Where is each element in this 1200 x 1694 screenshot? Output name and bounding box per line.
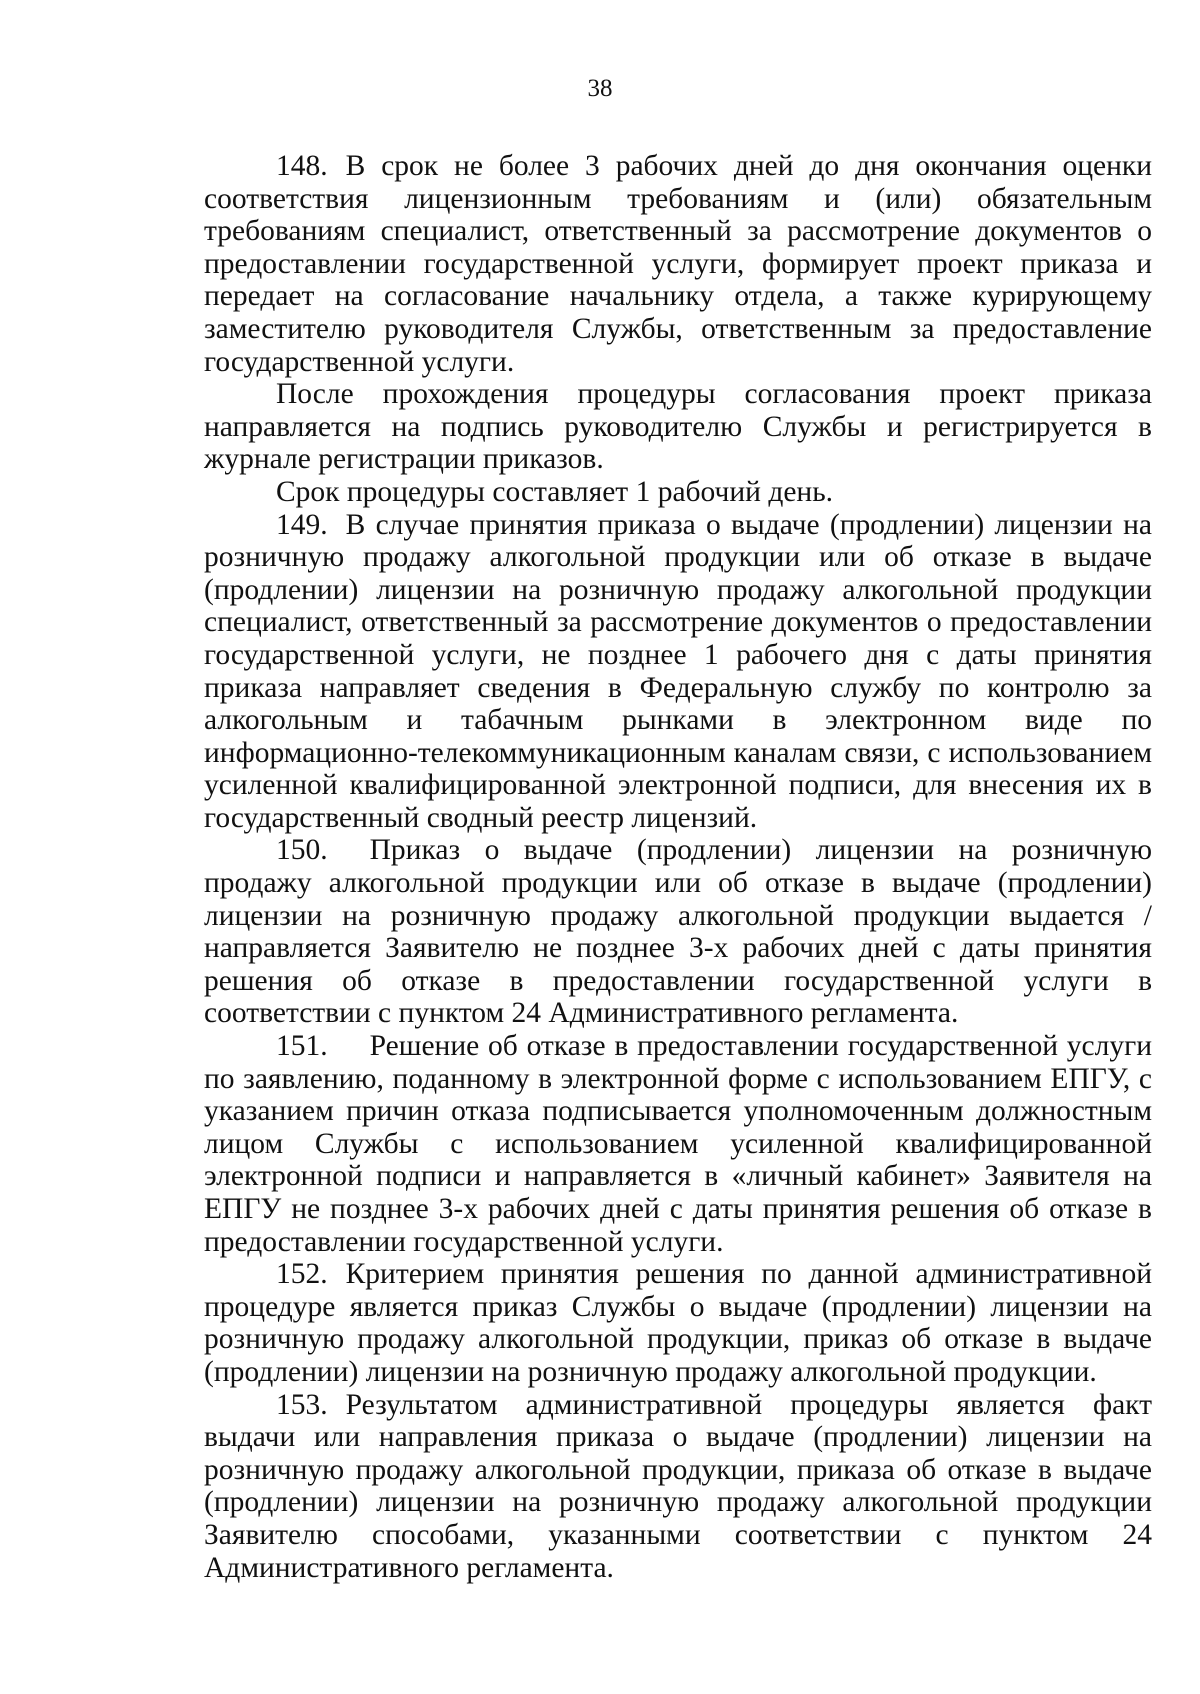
document-body [204, 150, 1152, 1584]
paragraph-148-term [204, 476, 1152, 509]
paragraph-text: Приказ о выдаче (продлении) лицензии на розничную продажу алкогольной продукции или об отказе в выдаче (продлении) лицензии на розничную продажу алкогольной продукции выдается / направляется Заявителю не позднее 3-х рабочих дней с даты принятия решения об отказе в предоставлении государственной услуги в соответствии с пунктом 24 Административного регламента. [204, 834, 1152, 1030]
paragraph-number: 150. [276, 834, 328, 867]
paragraph-number: 148. [276, 150, 328, 182]
paragraph-153 [204, 1389, 1152, 1585]
paragraph-152 [204, 1258, 1152, 1388]
paragraph-148-approval [204, 378, 1152, 476]
paragraph-number: 151. [276, 1030, 328, 1063]
paragraph-text: После прохождения процедуры согласования проект приказа направляется на подпись руководителю Службы и регистрируется в журнале регистрации приказов. [204, 378, 1152, 476]
paragraph-number: 152. [276, 1258, 328, 1291]
page-number: 38 [587, 75, 613, 102]
paragraph-text: В случае принятия приказа о выдаче (продлении) лицензии на розничную продажу алкогольной продукции или об отказе в выдаче (продлении) лицензии на розничную продажу алкогольной продукции специалист, ответственный за рассмотрение документов о предоставлении государственной услуги, не позднее 1 рабочего дня с даты принятия приказа направляет сведения в Федеральную службу по контролю за алкогольным и табачным рынками в электронном виде по информационно-телекоммуникационным каналам связи, с использованием усиленной квалифицированной электронной подписи, для внесения их в государственный сводный реестр лицензий. [204, 508, 1152, 834]
paragraph-text: В срок не более 3 рабочих дней до дня окончания оценки соответствия лицензионным требованиям и (или) обязательным требованиям специалист, ответственный за рассмотрение документов о предоставлении государственной услуги, формирует проект приказа и передает на согласование начальнику отдела, а также курирующему заместителю руководителя Службы, ответственным за предоставление государственной услуги. [204, 150, 1152, 378]
paragraph-150 [204, 834, 1152, 1030]
paragraph-text: Критерием принятия решения по данной административной процедуре является приказ Службы о выдаче (продлении) лицензии на розничную продажу алкогольной продукции, приказ об отказе в выдаче (продлении) лицензии на розничную продажу алкогольной продукции. [204, 1258, 1152, 1388]
paragraph-151 [204, 1030, 1152, 1258]
paragraph-number: 149. [276, 508, 328, 541]
paragraph-number: 153. [276, 1388, 328, 1421]
paragraph-149 [204, 509, 1152, 835]
paragraph-text: Решение об отказе в предоставлении государственной услуги по заявлению, поданному в электронной форме с использованием ЕПГУ, с указанием причин отказа подписывается уполномоченным должностным лицом Службы с использованием усиленной квалифицированной электронной подписи и направляется в «личный кабинет» Заявителя на ЕПГУ не позднее 3-х рабочих дней с даты принятия решения об отказе в предоставлении государственной услуги. [204, 1030, 1152, 1258]
paragraph-text: Срок процедуры составляет 1 рабочий день. [276, 475, 834, 508]
paragraph-text: Результатом административной процедуры является факт выдачи или направления приказа о выдаче (продлении) лицензии на розничную продажу алкогольной продукции, приказа об отказе в выдаче (продлении) лицензии на розничную продажу алкогольной продукции Заявителю способами, указанными соответствии с пунктом 24 Административного регламента. [204, 1388, 1152, 1584]
paragraph-148 [204, 150, 1152, 378]
